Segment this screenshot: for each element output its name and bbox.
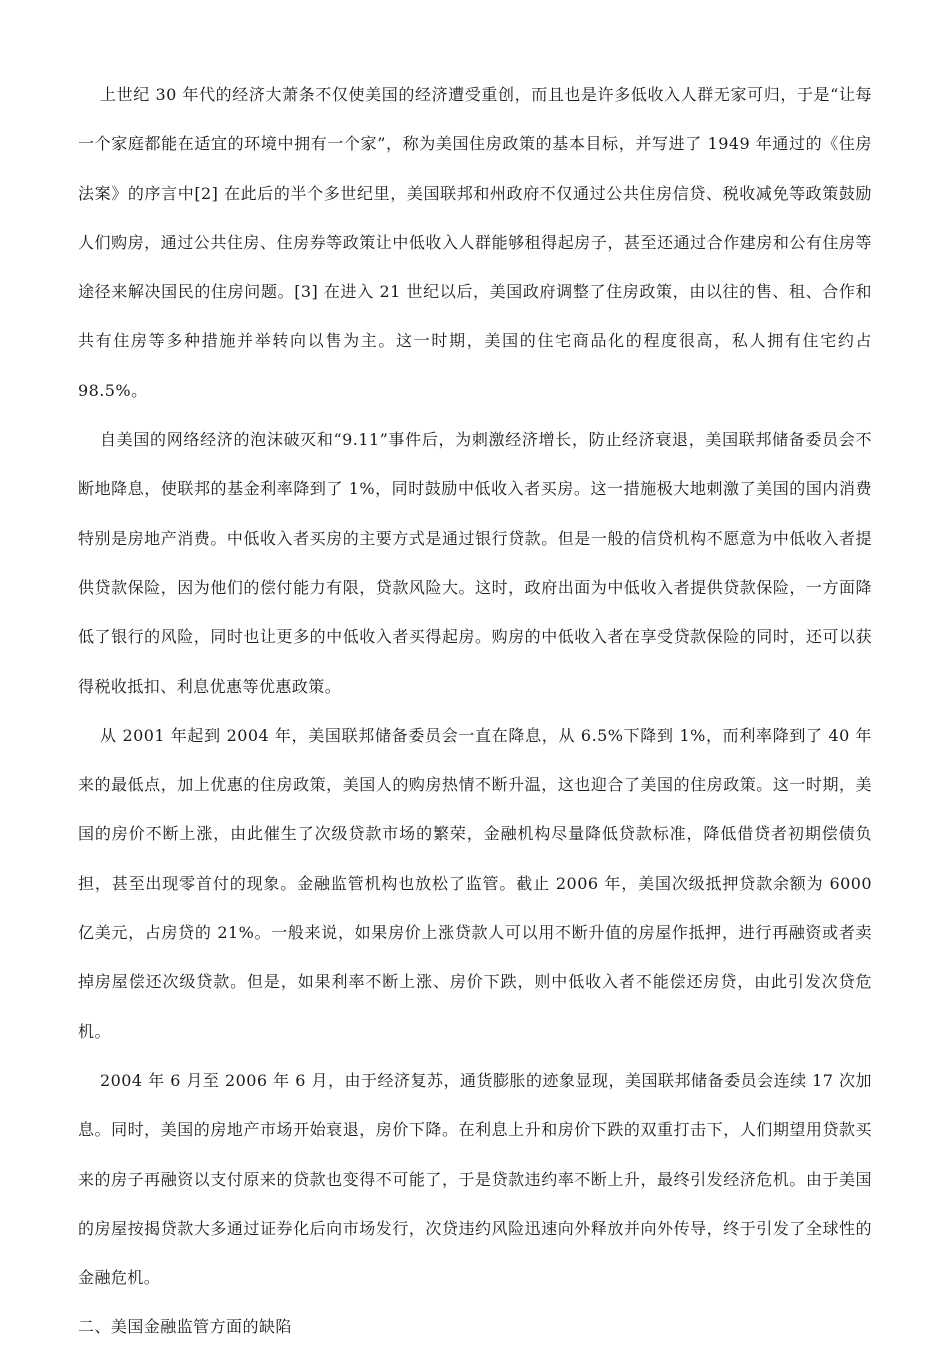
paragraph-rate-hikes-crisis: 2004 年 6 月至 2006 年 6 月，由于经济复苏，通货膨胀的迹象显现，美国联邦储备委员会连续 17 次加息。同时，美国的房地产市场开始衰退，房价下降。在利息上升和房价下跌的双重打击下，人们期望用贷款买来的房子再融资以支付原来的贷款也变得不可能了，于是贷款违约率不断上升，最终引发经济危机。由于美国的房屋按揭贷款大多通过证券化后向市场发行，次贷违约风险迅速向外释放并向外传导，终于引发了全球性的金融危机。 [78, 1070, 872, 1288]
section-heading: 二、美国金融监管方面的缺陷 [78, 1317, 292, 1337]
paragraph-rate-cuts: 自美国的网络经济的泡沫破灭和“9.11”事件后，为刺激经济增长，防止经济衰退，美国联邦储备委员会不断地降息，使联邦的基金利率降到了 1%，同时鼓励中低收入者买房。这一措施极大地刺激了美国的国内消费特别是房地产消费。中低收入者买房的主要方式是通过银行贷款。但是一般的信贷机构不愿意为中低收入者提供贷款保险，因为他们的偿付能力有限，贷款风险大。这时，政府出面为中低收入者提供贷款保险，一方面降低了银行的风险，同时也让更多的中低收入者买得起房。购房的中低收入者在享受贷款保险的同时，还可以获得税收抵扣、利息优惠等优惠政策。 [78, 430, 872, 696]
paragraph-subprime-boom: 从 2001 年起到 2004 年，美国联邦储备委员会一直在降息，从 6.5%下降到 1%，而利率降到了 40 年来的最低点，加上优惠的住房政策，美国人的购房热情不断升温，这也迎合了美国的住房政策。这一时期，美国的房价不断上涨，由此催生了次级贷款市场的繁荣，金融机构尽量降低贷款标准，降低借贷者初期偿债负担，甚至出现零首付的现象。金融监管机构也放松了监管。截止 2006 年，美国次级抵押贷款余额为 6000 亿美元，占房贷的 21%。一般来说，如果房价上涨贷款人可以用不断升值的房屋作抵押，进行再融资或者卖掉房屋偿还次级贷款。但是，如果利率不断上涨、房价下跌，则中低收入者不能偿还房贷，由此引发次贷危机。 [78, 725, 872, 1041]
document-page [78, 70, 872, 1352]
paragraph-housing-policy: 上世纪 30 年代的经济大萧条不仅使美国的经济遭受重创，而且也是许多低收入人群无家可归，于是“让每一个家庭都能在适宜的环境中拥有一个家”，称为美国住房政策的基本目标，并写进了 1949 年通过的《住房法案》的序言中[2] 在此后的半个多世纪里，美国联邦和州政府不仅通过公共住房信贷、税收减免等政策鼓励人们购房，通过公共住房、住房券等政策让中低收入人群能够租得起房子，甚至还通过合作建房和公有住房等途径来解决国民的住房问题。[3] 在进入 21 世纪以后，美国政府调整了住房政策，由以往的售、租、合作和共有住房等多种措施并举转向以售为主。这一时期，美国的住宅商品化的程度很高，私人拥有住宅约占 98.5%。 [78, 85, 872, 400]
